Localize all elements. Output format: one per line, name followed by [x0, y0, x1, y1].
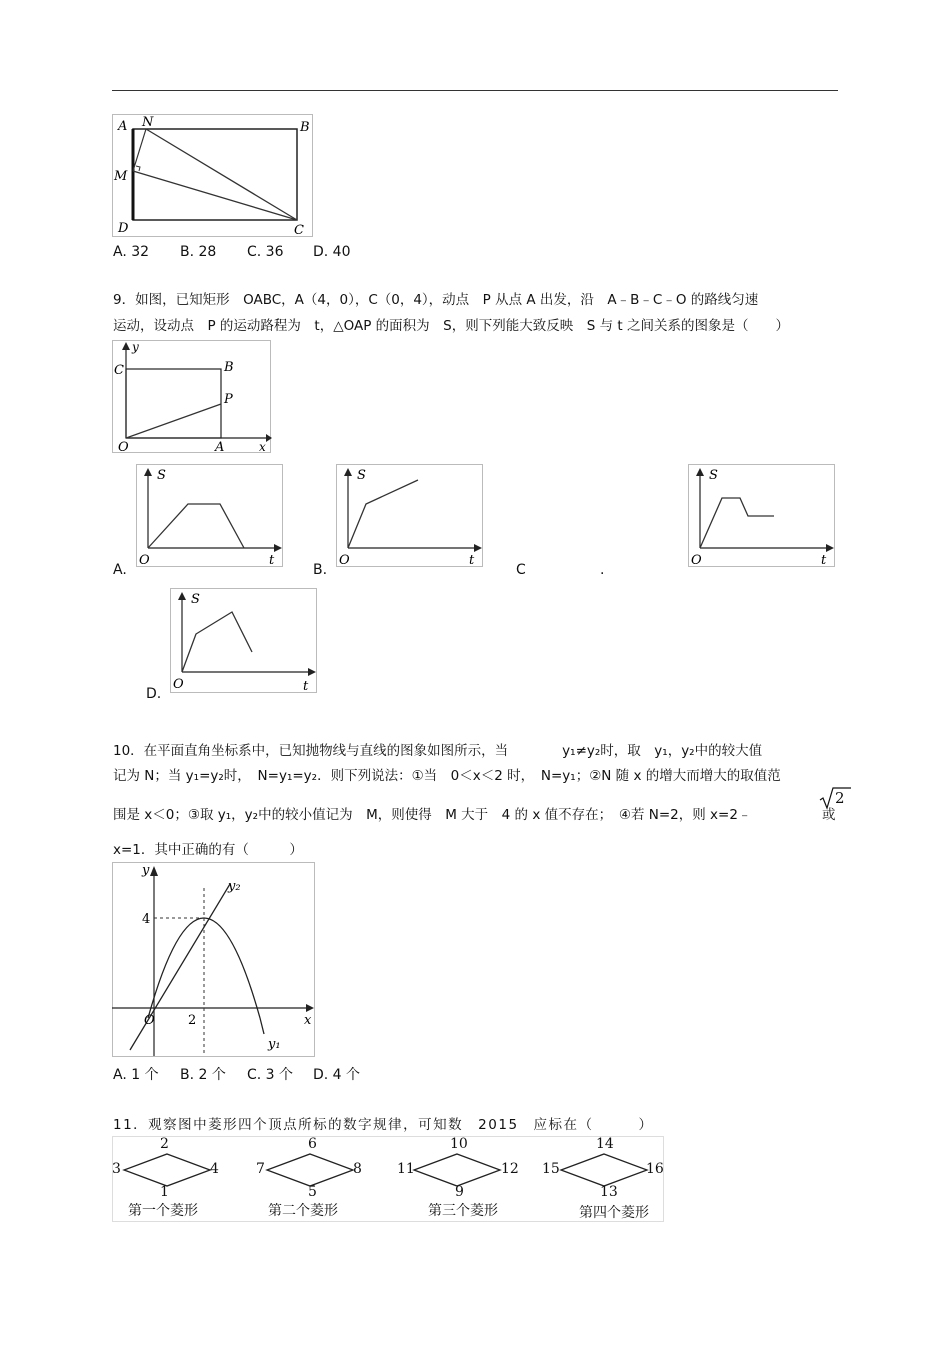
- q8-label-a: A: [118, 119, 128, 134]
- q10-question-line3-end: 或: [822, 807, 836, 823]
- q11-r2-top: 6: [308, 1136, 317, 1152]
- q9-option-a-label: A.: [113, 562, 127, 578]
- q9-label-y: y: [132, 340, 139, 354]
- q9-question-line2: 运动，设动点 P 的运动路程为 t，△OAP 的面积为 S，则下列能大致反映 S 与 t 之间关系的图象是（ ）: [113, 318, 789, 334]
- q9-graph-b-s: S: [357, 468, 366, 483]
- q9-graph-b-t: t: [469, 553, 475, 568]
- q10-label-4: 4: [142, 912, 151, 927]
- q8-rectangle-figure: [112, 114, 314, 238]
- q9-graph-b: [336, 464, 484, 568]
- q11-r4-left: 15: [542, 1161, 560, 1177]
- q9-rectangle-figure: [112, 340, 272, 454]
- q9-label-p: P: [224, 392, 233, 407]
- q11-r4-bottom: 13: [600, 1184, 618, 1200]
- top-rule: [112, 90, 838, 91]
- q10-question-line2: 记为 N；当 y₁=y₂时， N=y₁=y₂．则下列说法：①当 0＜x＜2 时， N=y₁；②N 随 x 的增大而增大的取值范: [113, 768, 781, 784]
- q9-graph-a-s: S: [157, 468, 166, 483]
- q10-question-line3: 围是 x＜0；③取 y₁，y₂中的较小值记为 M，则使得 M 大于 4 的 x 值不存在； ④若 N=2，则 x=2﹣: [113, 807, 752, 823]
- q11-r3-right: 12: [501, 1161, 519, 1177]
- q11-r3-bottom: 9: [455, 1184, 464, 1200]
- q9-label-b: B: [224, 360, 234, 375]
- q9-graph-a-o: O: [139, 553, 150, 568]
- q11-rhombus-figure: [112, 1136, 664, 1222]
- q8-label-b: B: [300, 120, 310, 135]
- q9-question-line1: 9．如图，已知矩形 OABC，A（4，0），C（0，4），动点 P 从点 A 出发，沿 A﹣B﹣C﹣O 的路线匀速: [113, 292, 759, 308]
- q9-label-c: C: [114, 363, 124, 378]
- q10-option-b: B. 2 个: [180, 1067, 226, 1083]
- q8-label-c: C: [294, 223, 304, 238]
- q11-r3-left: 11: [397, 1161, 415, 1177]
- q10-label-2: 2: [188, 1013, 197, 1028]
- q9-graph-d-s: S: [191, 592, 200, 607]
- q9-graph-c-o: O: [691, 553, 702, 568]
- q9-option-d-label: D.: [146, 686, 162, 702]
- q9-label-o: O: [118, 440, 129, 455]
- q9-graph-c-t: t: [821, 553, 827, 568]
- q11-r4-caption: 第四个菱形: [579, 1205, 649, 1221]
- q9-option-c-label: C: [516, 562, 526, 578]
- q10-label-x: x: [304, 1013, 312, 1028]
- q10-parabola-line-figure: [112, 862, 316, 1058]
- q9-graph-a-t: t: [269, 553, 275, 568]
- q9-option-b-label: B.: [313, 562, 328, 578]
- q11-r2-caption: 第二个菱形: [268, 1203, 338, 1219]
- q9-graph-c: [688, 464, 836, 568]
- q11-r2-right: 8: [353, 1161, 362, 1177]
- q9-label-x: x: [259, 440, 266, 454]
- q11-r3-caption: 第三个菱形: [428, 1203, 498, 1219]
- q9-option-c-dot: .: [600, 562, 605, 578]
- q11-r2-left: 7: [256, 1161, 265, 1177]
- q11-question-line1: 11．观察图中菱形四个顶点所标的数字规律，可知数 2015 应标在（ ）: [113, 1117, 654, 1133]
- q11-r1-caption: 第一个菱形: [128, 1203, 198, 1219]
- q8-label-d: D: [118, 221, 129, 236]
- q11-r4-top: 14: [596, 1136, 614, 1152]
- q9-graph-b-o: O: [339, 553, 350, 568]
- q8-label-m: M: [114, 169, 128, 184]
- q11-r1-left: 3: [112, 1161, 121, 1177]
- q11-r1-right: 4: [210, 1161, 219, 1177]
- q8-option-a: A. 32: [113, 244, 150, 260]
- q10-label-y: y: [142, 863, 150, 878]
- q10-label-y1: y₁: [268, 1037, 281, 1052]
- q8-option-b: B. 28: [180, 244, 217, 260]
- q10-option-d: D. 4 个: [313, 1067, 361, 1083]
- q10-sqrt-radicand: 2: [835, 789, 845, 807]
- q10-question-line1: 10．在平面直角坐标系中，已知抛物线与直线的图象如图所示，当 y₁≠y₂时，取 y₁，y₂中的较大值: [113, 743, 763, 759]
- q10-option-a: A. 1 个: [113, 1067, 159, 1083]
- q10-label-y2: y₂: [228, 879, 241, 894]
- q9-graph-a: [136, 464, 284, 568]
- q10-question-line4: x=1．其中正确的有（ ）: [113, 842, 303, 858]
- q8-option-c: C. 36: [247, 244, 284, 260]
- q9-graph-c-s: S: [709, 468, 718, 483]
- q9-graph-d: [170, 588, 318, 694]
- q9-label-a: A: [215, 440, 225, 455]
- q10-label-o: O: [144, 1013, 155, 1028]
- q11-r2-bottom: 5: [308, 1184, 317, 1200]
- q9-graph-d-o: O: [173, 677, 184, 692]
- q8-label-n: N: [142, 115, 154, 130]
- q11-r1-top: 2: [160, 1136, 169, 1152]
- q11-r4-right: 16: [646, 1161, 664, 1177]
- q9-graph-d-t: t: [303, 679, 309, 694]
- q11-r1-bottom: 1: [160, 1184, 169, 1200]
- q8-option-d: D. 40: [313, 244, 351, 260]
- q10-option-c: C. 3 个: [247, 1067, 294, 1083]
- q11-r3-top: 10: [450, 1136, 468, 1152]
